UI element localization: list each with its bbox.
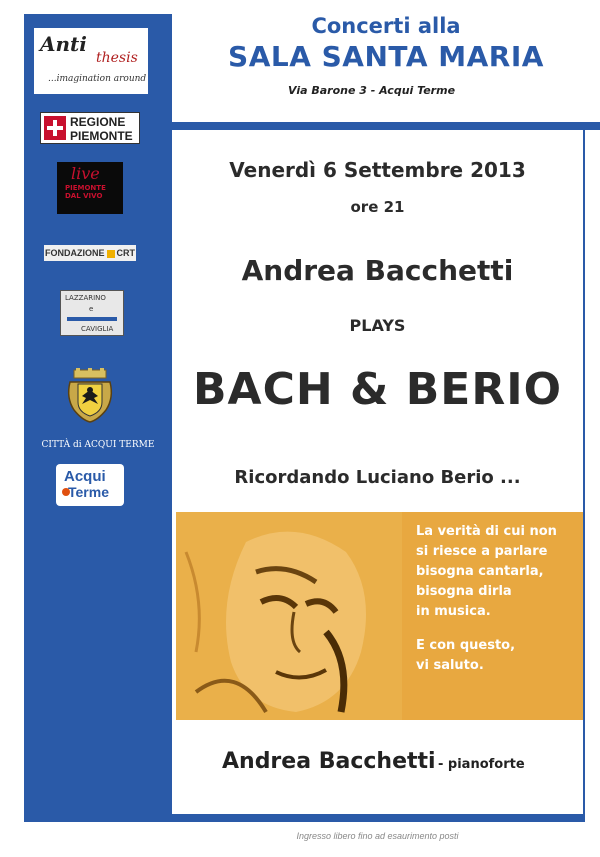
lazzarino-caviglia-logo [60,290,124,336]
berio-quote [416,522,557,676]
quote-line: in musica. [416,604,491,619]
live-word: live [71,164,100,183]
acqui-logo-line1: Acqui [64,468,106,485]
venue-title: SALA SANTA MARIA [228,40,544,73]
quote-closing-line: vi saluto. [416,658,484,673]
lazzarino-line1: LAZZARINO [65,294,106,302]
bottom-blue-bar [172,814,585,822]
antithesis-logo [34,28,148,94]
crt-label: CRT [116,248,135,258]
antithesis-tagline: ...imagination around [48,74,147,84]
lazzarino-line2: e [89,305,94,313]
acqui-terme-crest-icon [64,368,116,424]
quote-line: La verità di cui non [416,524,557,539]
regione-line1: REGIONE [70,115,126,129]
header-line1: Concerti alla [311,14,461,38]
venue-address: Via Barone 3 - Acqui Terme [288,84,456,97]
live-sub2: DAL VIVO [65,192,103,200]
regione-line2: PIEMONTE [70,129,133,143]
remembrance-line: Ricordando Luciano Berio ... [234,467,521,488]
crt-square-icon [107,250,115,258]
quote-gap [416,622,557,636]
live-subtitle [65,184,106,200]
fondazione-crt-logo [44,245,136,261]
fondazione-label: FONDAZIONE [45,248,105,258]
lazzarino-line3: CAVIGLIA [81,325,114,333]
performer-name: Andrea Bacchetti [222,749,436,774]
event-time: ore 21 [350,198,405,216]
lazzarino-bar [67,317,117,321]
plays-label: PLAYS [349,316,406,335]
quote-panel [176,512,583,720]
top-blue-bar [172,122,600,130]
regione-piemonte-logo [40,112,140,144]
berio-portrait-image [176,512,402,720]
artist-name: Andrea Bacchetti [241,254,514,287]
quote-closing-line: E con questo, [416,638,516,653]
antithesis-logo-part1: Anti [40,32,87,56]
quote-line: bisogna dirla [416,584,512,599]
footer-note: Ingresso libero fino ad esaurimento posti [296,831,459,841]
acqui-logo-line2: Terme [68,484,109,500]
citta-acqui-terme-label: CITTÀ di ACQUI TERME [41,440,155,450]
sponsor-sidebar [24,14,172,822]
acqui-terme-logo [56,464,124,506]
quote-line: bisogna cantarla, [416,564,544,579]
program-title: BACH & BERIO [193,364,562,415]
live-sub1: PIEMONTE [65,184,106,192]
right-blue-line [583,130,585,822]
event-date: Venerdì 6 Settembre 2013 [229,158,526,182]
antithesis-logo-part2: thesis [96,50,138,66]
quote-line: si riesce a parlare [416,544,548,559]
piemonte-dal-vivo-logo [57,162,123,214]
piemonte-flag-icon [44,116,66,140]
performer-role: - pianoforte [438,757,525,772]
